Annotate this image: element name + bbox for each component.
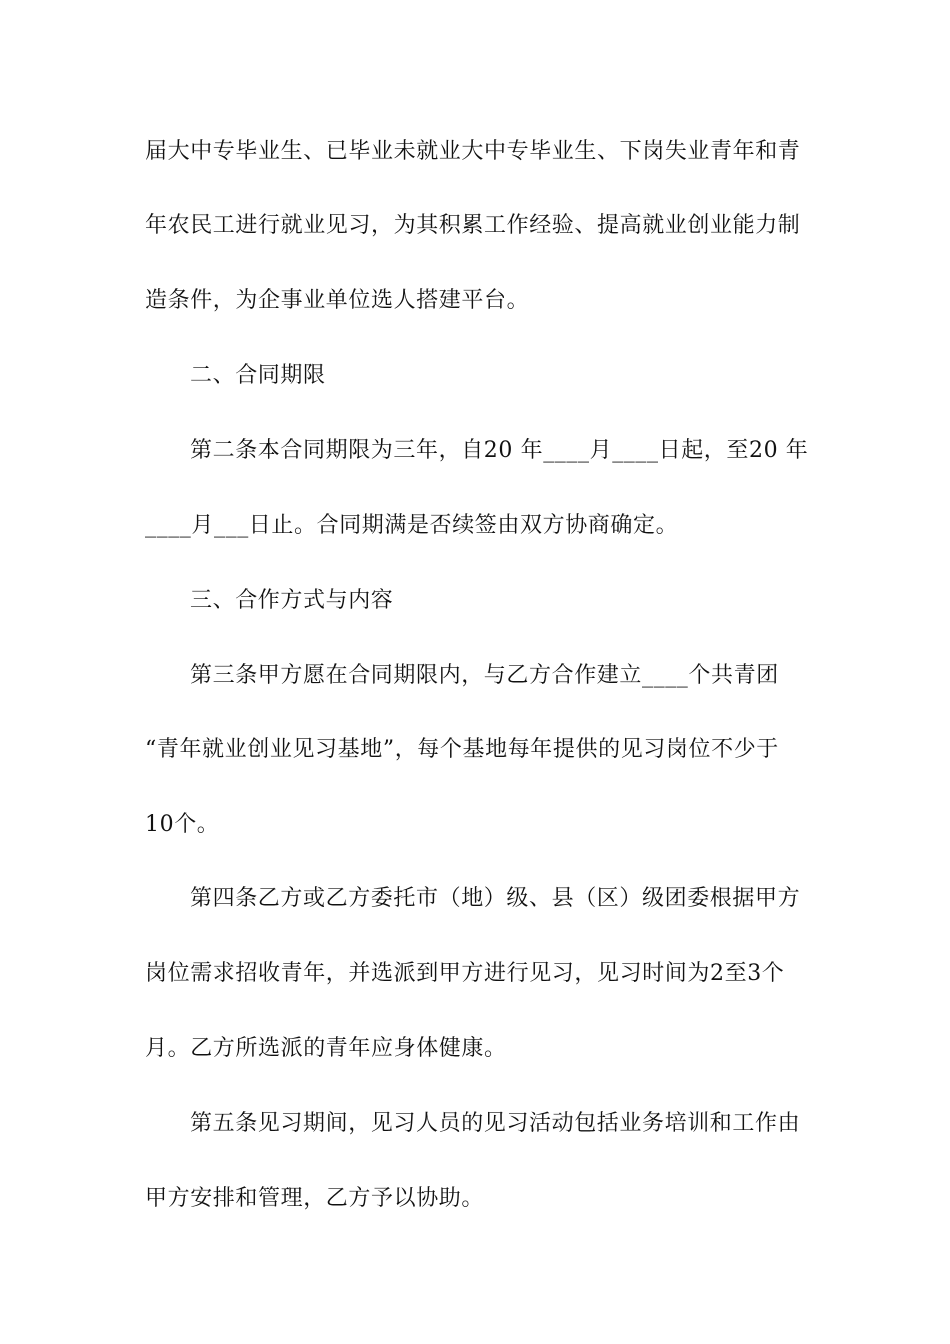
body-line: 年农民工进行就业见习，为其积累工作经验、提高就业创业能力制 [145,213,801,238]
body-line: ____月___日止。合同期满是否续签由双方协商确定。 [145,513,679,538]
body-line: 10个。 [145,812,220,837]
body-line: 月。乙方所选派的青年应身体健康。 [145,1036,507,1061]
body-line: 造条件，为企事业单位选人搭建平台。 [145,288,530,313]
body-line: 届大中专毕业生、已毕业未就业大中专毕业生、下岗失业青年和青 [145,139,801,164]
body-line: “青年就业创业见习基地”，每个基地每年提供的见习岗位不少于 [145,737,779,762]
body-line: 岗位需求招收青年，并选派到甲方进行见习，见习时间为2至3个 [145,961,785,986]
body-line: 甲方安排和管理，乙方予以协助。 [145,1186,485,1211]
body-line: 第二条本合同期限为三年，自20 年____月____日起，至20 年 [190,438,809,463]
body-line: 第四条乙方或乙方委托市（地）级、县（区）级团委根据甲方 [190,886,801,911]
body-line: 第三条甲方愿在合同期限内，与乙方合作建立____个共青团 [190,663,779,688]
body-line: 第五条见习期间，见习人员的见习活动包括业务培训和工作由 [190,1111,801,1136]
section-heading: 二、合同期限 [190,363,326,388]
section-heading: 三、合作方式与内容 [190,588,394,613]
